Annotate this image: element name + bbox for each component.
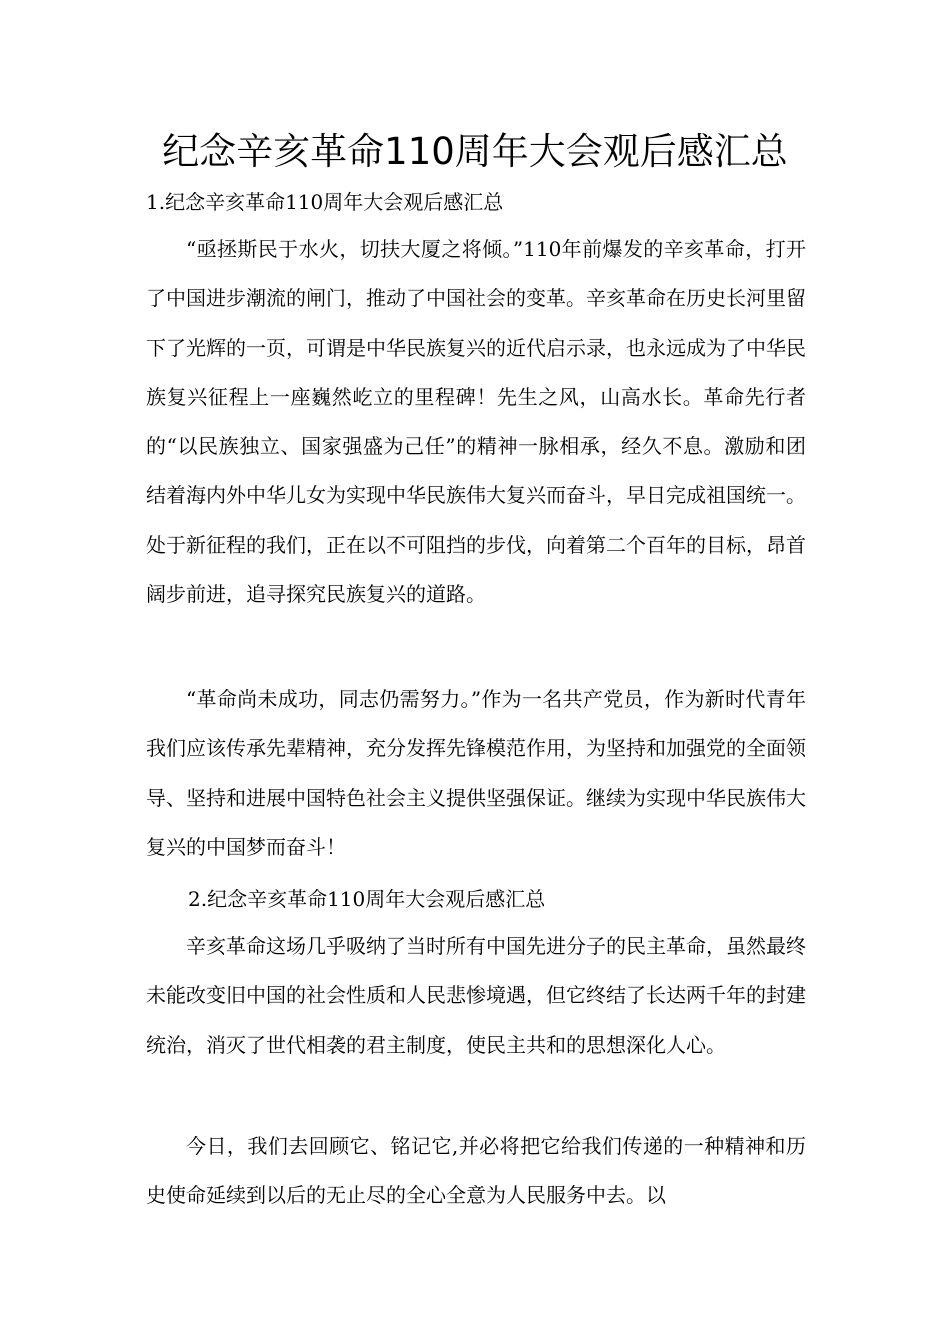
section-1-heading: 1.纪念辛亥革命110周年大会观后感汇总	[146, 190, 504, 214]
section-2-paragraph-1: 辛亥革命这场几乎吸纳了当时所有中国先进分子的民主革命，虽然最终未能改变旧中国的社会性质和人民悲惨境遇，但它终结了长达两千年的封建统治，消灭了世代相袭的君主制度，使民主共和的思想深化人心。	[146, 934, 806, 1057]
section-1-paragraph-1: “亟拯斯民于水火，切扶大厦之将倾。”110年前爆发的辛亥革命，打开了中国进步潮流的闸门，推动了中国社会的变革。辛亥革命在历史长河里留下了光辉的一页，可谓是中华民族复兴的近代启示录，也永远成为了中华民族复兴征程上一座巍然屹立的里程碑！先生之风，山高水长。革命先行者的“以民族独立、国家强盛为己任”的精神一脉相承，经久不息。激励和团结着海内外中华儿女为实现中华民族伟大复兴而奋斗，早日完成祖国统一。处于新征程的我们，正在以不可阻挡的步伐，向着第二个百年的目标，昂首阔步前进，追寻探究民族复兴的道路。	[146, 237, 806, 607]
section-2-paragraph-2: 今日，我们去回顾它、铭记它,并必将把它给我们传递的一种精神和历史使命延续到以后的无止尽的全心全意为人民服务中去。以	[146, 1134, 806, 1208]
section-1-paragraph-2: “革命尚未成功，同志仍需努力。”作为一名共产党员，作为新时代青年我们应该传承先辈精神，充分发挥先锋模范作用，为坚持和加强党的全面领导、坚持和进展中国特色社会主义提供坚强保证。继续为实现中华民族伟大复兴的中国梦而奋斗！	[146, 687, 806, 859]
section-2-heading: 2.纪念辛亥革命110周年大会观后感汇总	[188, 887, 546, 911]
document-title: 纪念辛亥革命110周年大会观后感汇总	[162, 130, 788, 173]
